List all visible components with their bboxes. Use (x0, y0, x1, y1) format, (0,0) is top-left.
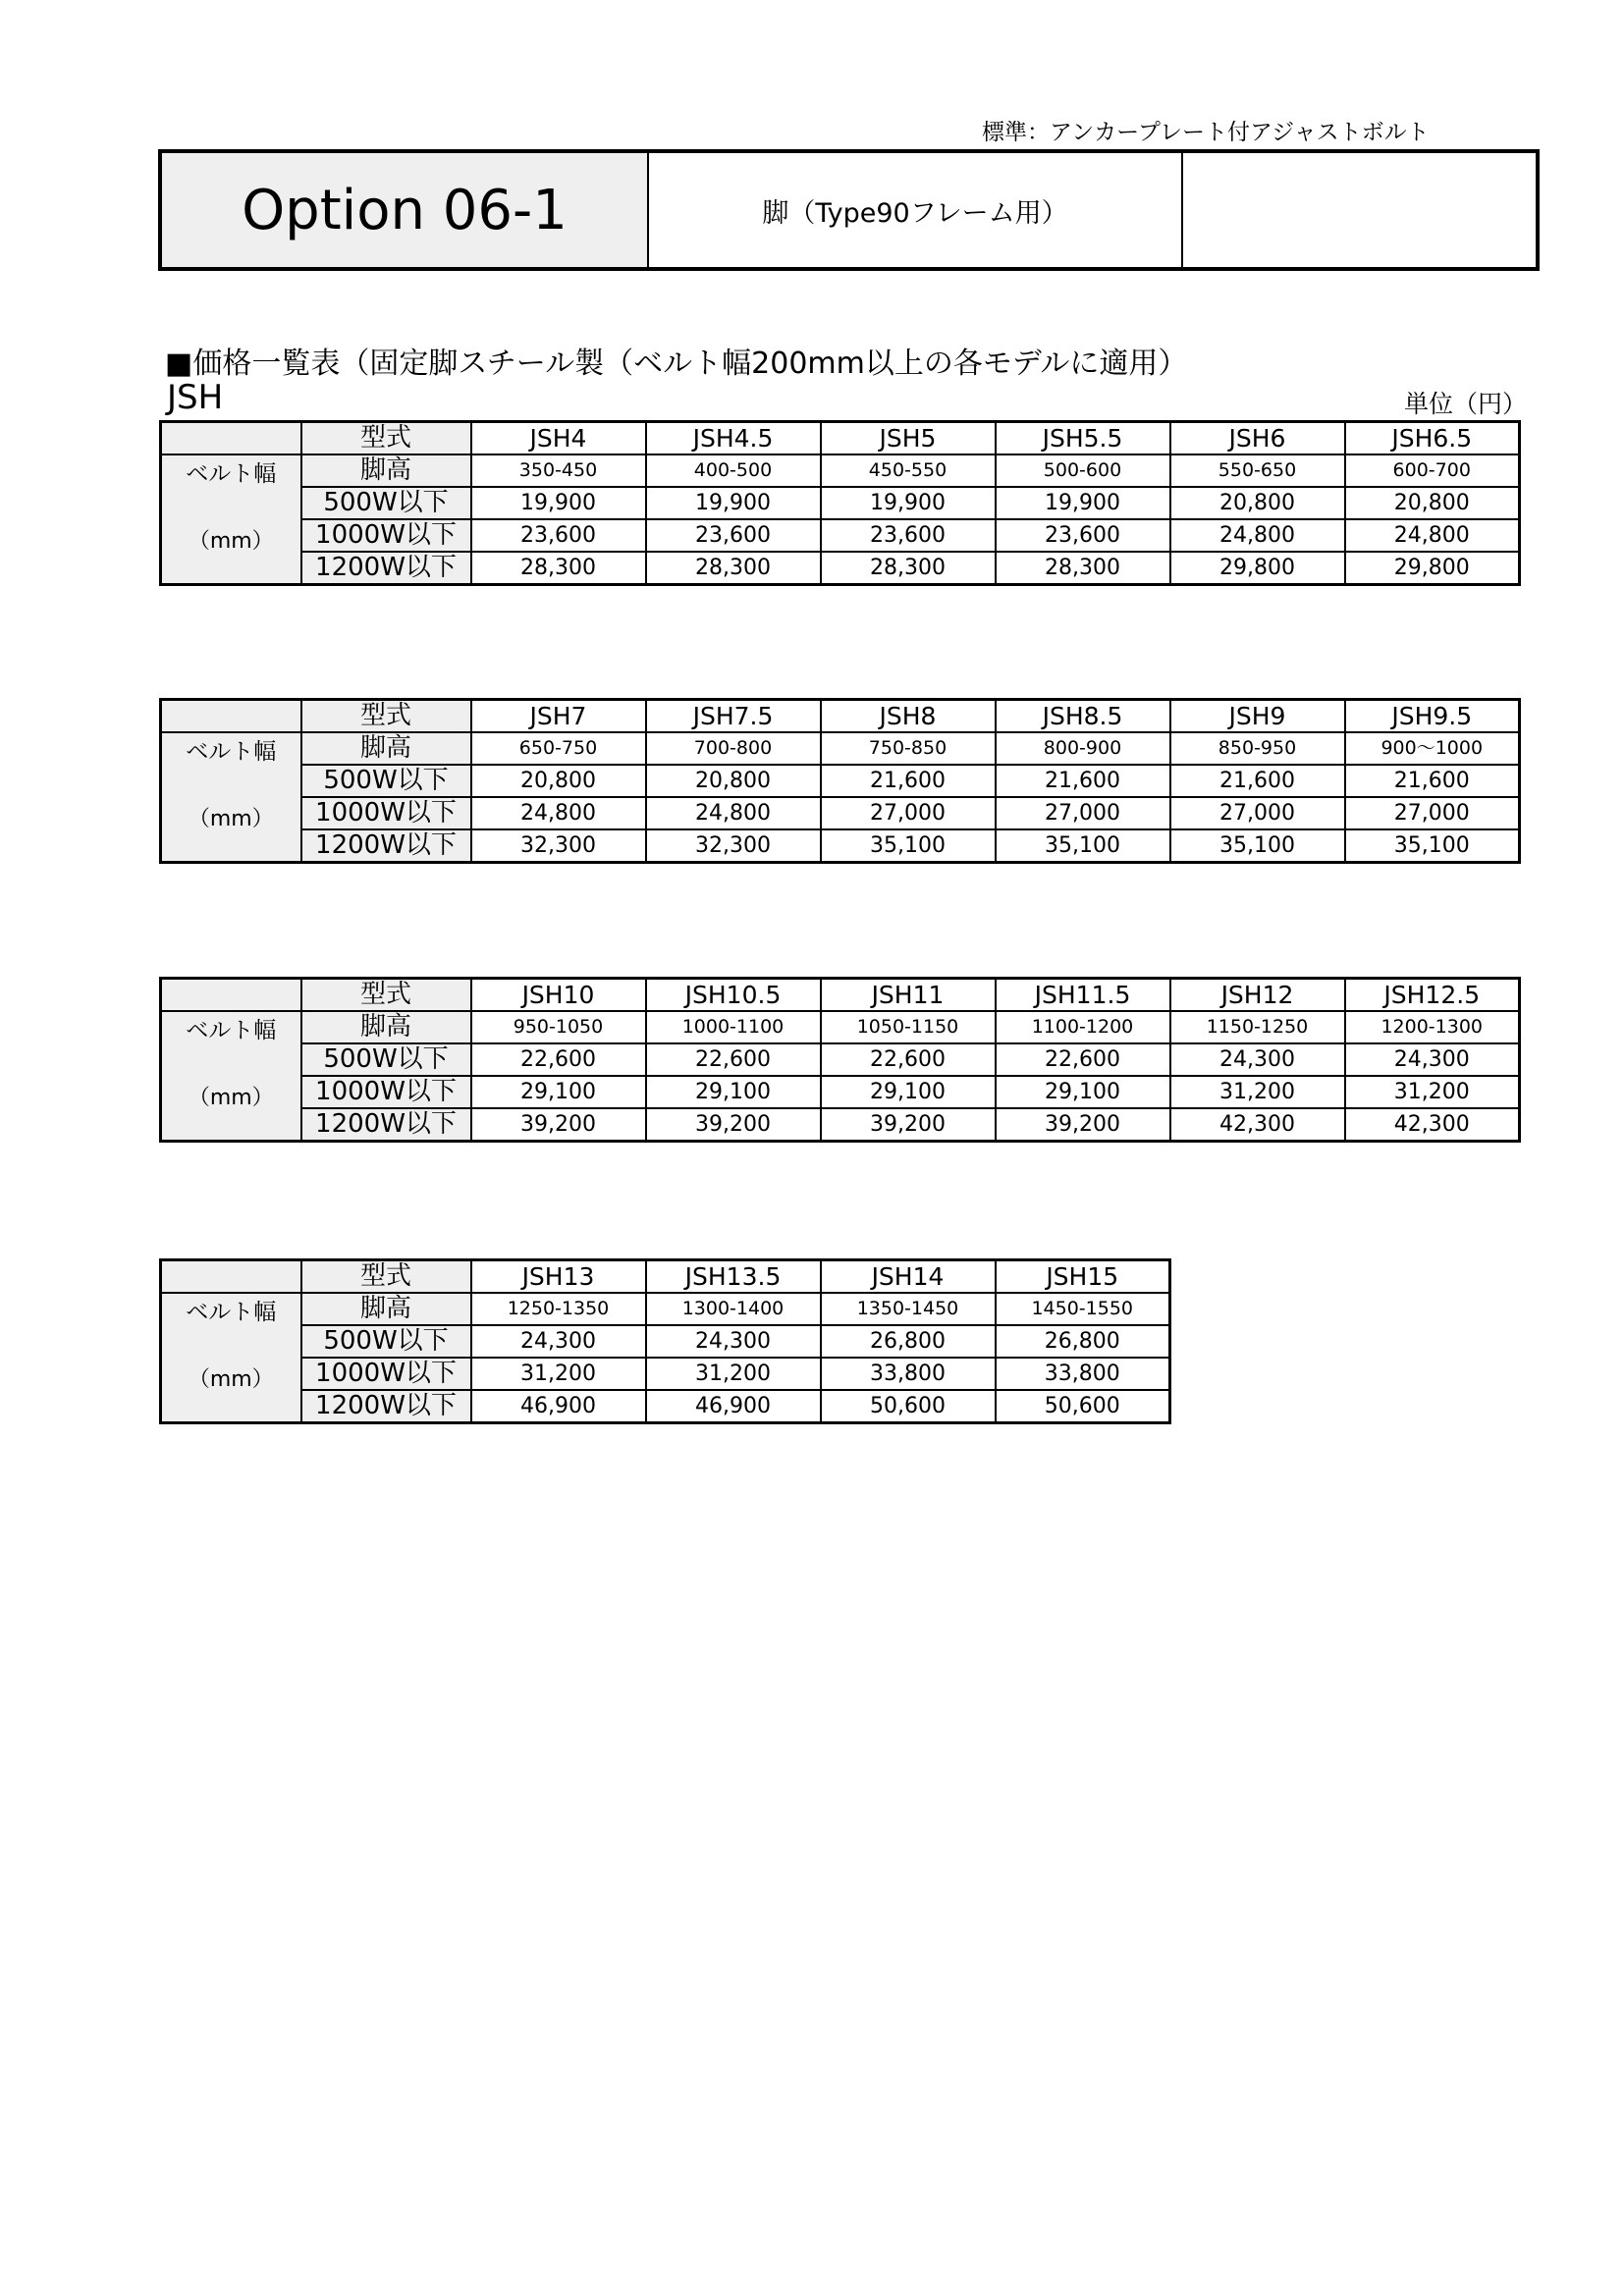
row-label-w500: 500W以下 (301, 487, 471, 519)
table-row (161, 1011, 1520, 1043)
price-cell: 23,600 (471, 519, 646, 552)
row-label-w1000: 1000W以下 (301, 797, 471, 829)
model-cell: JSH11.5 (996, 979, 1170, 1012)
corner-cell (161, 1260, 301, 1294)
model-cell: JSH6.5 (1345, 422, 1520, 455)
mm-unit-text: （mm） (188, 807, 274, 831)
leg-height-cell: 1450-1550 (996, 1293, 1170, 1325)
row-label-model: 型式 (301, 422, 471, 455)
leg-height-cell: 650-750 (471, 732, 646, 765)
series-name: JSH (167, 378, 224, 417)
price-cell: 24,800 (471, 797, 646, 829)
table-row (161, 454, 1520, 487)
price-cell: 24,300 (646, 1325, 821, 1358)
price-cell: 29,100 (471, 1076, 646, 1108)
leg-height-cell: 1200-1300 (1345, 1011, 1520, 1043)
belt-width-label (161, 1293, 301, 1423)
price-cell: 50,600 (996, 1390, 1170, 1423)
price-cell: 26,800 (996, 1325, 1170, 1358)
price-cell: 19,900 (821, 487, 996, 519)
belt-width-label (161, 454, 301, 585)
price-cell: 29,800 (1345, 552, 1520, 585)
row-label-w1200: 1200W以下 (301, 1390, 471, 1423)
row-label-leg-height: 脚高 (301, 732, 471, 765)
price-cell: 24,800 (1170, 519, 1345, 552)
price-cell: 22,600 (996, 1043, 1170, 1076)
table-row (161, 422, 1520, 455)
row-label-w500: 500W以下 (301, 1325, 471, 1358)
leg-height-cell: 1000-1100 (646, 1011, 821, 1043)
belt-width-text: ベルト幅 (186, 1018, 277, 1043)
corner-cell (161, 979, 301, 1012)
price-cell: 33,800 (821, 1358, 996, 1390)
price-cell: 39,200 (646, 1108, 821, 1142)
price-cell: 23,600 (646, 519, 821, 552)
price-cell: 20,800 (1345, 487, 1520, 519)
row-label-leg-height: 脚高 (301, 454, 471, 487)
price-cell: 39,200 (996, 1108, 1170, 1142)
price-cell: 27,000 (1345, 797, 1520, 829)
row-label-model: 型式 (301, 1260, 471, 1294)
table-row (161, 552, 1520, 585)
row-label-w1200: 1200W以下 (301, 1108, 471, 1142)
price-cell: 24,800 (1345, 519, 1520, 552)
price-cell: 22,600 (646, 1043, 821, 1076)
section-title: ■価格一覧表（固定脚スチール製（ベルト幅200mm以上の各モデルに適用） (165, 347, 1188, 381)
table-row (161, 732, 1520, 765)
row-label-w1200: 1200W以下 (301, 552, 471, 585)
price-cell: 28,300 (996, 552, 1170, 585)
price-cell: 23,600 (821, 519, 996, 552)
belt-width-label (161, 1011, 301, 1142)
table-row (161, 829, 1520, 863)
table-row (161, 1260, 1170, 1294)
row-label-model: 型式 (301, 979, 471, 1012)
model-cell: JSH9 (1170, 700, 1345, 733)
price-cell: 28,300 (646, 552, 821, 585)
option-code: Option 06-1 (162, 153, 649, 267)
mm-unit-text: （mm） (188, 529, 274, 554)
model-cell: JSH10.5 (646, 979, 821, 1012)
price-cell: 31,200 (646, 1358, 821, 1390)
leg-height-cell: 1100-1200 (996, 1011, 1170, 1043)
model-cell: JSH8.5 (996, 700, 1170, 733)
leg-height-cell: 400-500 (646, 454, 821, 487)
belt-width-text: ベルト幅 (186, 1300, 277, 1325)
model-cell: JSH9.5 (1345, 700, 1520, 733)
row-label-w1000: 1000W以下 (301, 1076, 471, 1108)
price-cell: 21,600 (996, 765, 1170, 797)
price-cell: 24,300 (471, 1325, 646, 1358)
table-row (161, 700, 1520, 733)
price-cell: 32,300 (471, 829, 646, 863)
price-cell: 35,100 (821, 829, 996, 863)
row-label-w500: 500W以下 (301, 765, 471, 797)
price-cell: 31,200 (1345, 1076, 1520, 1108)
leg-height-cell: 350-450 (471, 454, 646, 487)
table-row (161, 1076, 1520, 1108)
price-cell: 21,600 (821, 765, 996, 797)
price-cell: 31,200 (1170, 1076, 1345, 1108)
row-label-w1000: 1000W以下 (301, 519, 471, 552)
table-row (161, 1293, 1170, 1325)
unit-label: 単位（円） (1404, 390, 1528, 418)
leg-height-cell: 450-550 (821, 454, 996, 487)
mm-unit-text: （mm） (188, 1367, 274, 1392)
option-extra-cell (1183, 153, 1536, 267)
price-cell: 42,300 (1170, 1108, 1345, 1142)
leg-height-cell: 1050-1150 (821, 1011, 996, 1043)
price-cell: 27,000 (821, 797, 996, 829)
price-cell: 29,800 (1170, 552, 1345, 585)
row-label-model: 型式 (301, 700, 471, 733)
price-cell: 39,200 (471, 1108, 646, 1142)
leg-height-cell: 550-650 (1170, 454, 1345, 487)
leg-height-cell: 800-900 (996, 732, 1170, 765)
corner-cell (161, 422, 301, 455)
price-cell: 22,600 (471, 1043, 646, 1076)
price-cell: 23,600 (996, 519, 1170, 552)
price-cell: 32,300 (646, 829, 821, 863)
leg-height-cell: 1250-1350 (471, 1293, 646, 1325)
price-cell: 46,900 (646, 1390, 821, 1423)
leg-height-cell: 1300-1400 (646, 1293, 821, 1325)
belt-width-text: ベルト幅 (186, 739, 277, 765)
model-cell: JSH5.5 (996, 422, 1170, 455)
price-cell: 50,600 (821, 1390, 996, 1423)
model-cell: JSH14 (821, 1260, 996, 1294)
table-row (161, 1358, 1170, 1390)
price-cell: 20,800 (646, 765, 821, 797)
model-cell: JSH10 (471, 979, 646, 1012)
model-cell: JSH7.5 (646, 700, 821, 733)
model-cell: JSH4 (471, 422, 646, 455)
leg-height-cell: 950-1050 (471, 1011, 646, 1043)
option-header (158, 149, 1540, 271)
price-cell: 42,300 (1345, 1108, 1520, 1142)
leg-height-cell: 850-950 (1170, 732, 1345, 765)
table-row (161, 765, 1520, 797)
price-cell: 21,600 (1170, 765, 1345, 797)
price-cell: 24,300 (1170, 1043, 1345, 1076)
price-cell: 24,300 (1345, 1043, 1520, 1076)
price-cell: 26,800 (821, 1325, 996, 1358)
table-row (161, 1108, 1520, 1142)
leg-height-cell: 700-800 (646, 732, 821, 765)
leg-height-cell: 750-850 (821, 732, 996, 765)
price-cell: 35,100 (996, 829, 1170, 863)
price-cell: 27,000 (1170, 797, 1345, 829)
model-cell: JSH12 (1170, 979, 1345, 1012)
table-row (161, 519, 1520, 552)
model-cell: JSH7 (471, 700, 646, 733)
price-cell: 19,900 (471, 487, 646, 519)
belt-width-text: ベルト幅 (186, 461, 277, 487)
model-cell: JSH13 (471, 1260, 646, 1294)
model-cell: JSH4.5 (646, 422, 821, 455)
price-table (159, 698, 1521, 864)
table-row (161, 487, 1520, 519)
mm-unit-text: （mm） (188, 1086, 274, 1110)
price-cell: 24,800 (646, 797, 821, 829)
table-row (161, 1390, 1170, 1423)
leg-height-cell: 500-600 (996, 454, 1170, 487)
row-label-leg-height: 脚高 (301, 1293, 471, 1325)
table-row (161, 797, 1520, 829)
price-cell: 22,600 (821, 1043, 996, 1076)
price-cell: 19,900 (996, 487, 1170, 519)
leg-height-cell: 1350-1450 (821, 1293, 996, 1325)
leg-height-cell: 900～1000 (1345, 732, 1520, 765)
model-cell: JSH6 (1170, 422, 1345, 455)
row-label-w500: 500W以下 (301, 1043, 471, 1076)
price-table (159, 977, 1521, 1143)
price-cell: 28,300 (471, 552, 646, 585)
price-table (159, 420, 1521, 586)
price-cell: 31,200 (471, 1358, 646, 1390)
row-label-leg-height: 脚高 (301, 1011, 471, 1043)
belt-width-label (161, 732, 301, 863)
row-label-w1000: 1000W以下 (301, 1358, 471, 1390)
model-cell: JSH12.5 (1345, 979, 1520, 1012)
price-cell: 20,800 (471, 765, 646, 797)
price-cell: 28,300 (821, 552, 996, 585)
price-cell: 29,100 (646, 1076, 821, 1108)
model-cell: JSH8 (821, 700, 996, 733)
price-cell: 46,900 (471, 1390, 646, 1423)
leg-height-cell: 1150-1250 (1170, 1011, 1345, 1043)
table-row (161, 1043, 1520, 1076)
row-label-w1200: 1200W以下 (301, 829, 471, 863)
price-cell: 29,100 (996, 1076, 1170, 1108)
corner-cell (161, 700, 301, 733)
model-cell: JSH11 (821, 979, 996, 1012)
price-cell: 35,100 (1345, 829, 1520, 863)
price-cell: 39,200 (821, 1108, 996, 1142)
price-cell: 29,100 (821, 1076, 996, 1108)
price-cell: 20,800 (1170, 487, 1345, 519)
model-cell: JSH13.5 (646, 1260, 821, 1294)
price-cell: 19,900 (646, 487, 821, 519)
standard-note: 標準：アンカープレート付アジャストボルト (982, 120, 1430, 145)
price-table (159, 1258, 1171, 1424)
price-cell: 33,800 (996, 1358, 1170, 1390)
price-cell: 21,600 (1345, 765, 1520, 797)
price-cell: 35,100 (1170, 829, 1345, 863)
model-cell: JSH15 (996, 1260, 1170, 1294)
model-cell: JSH5 (821, 422, 996, 455)
table-row (161, 979, 1520, 1012)
price-cell: 27,000 (996, 797, 1170, 829)
leg-height-cell: 600-700 (1345, 454, 1520, 487)
table-row (161, 1325, 1170, 1358)
option-title: 脚（Type90フレーム用） (649, 153, 1183, 267)
